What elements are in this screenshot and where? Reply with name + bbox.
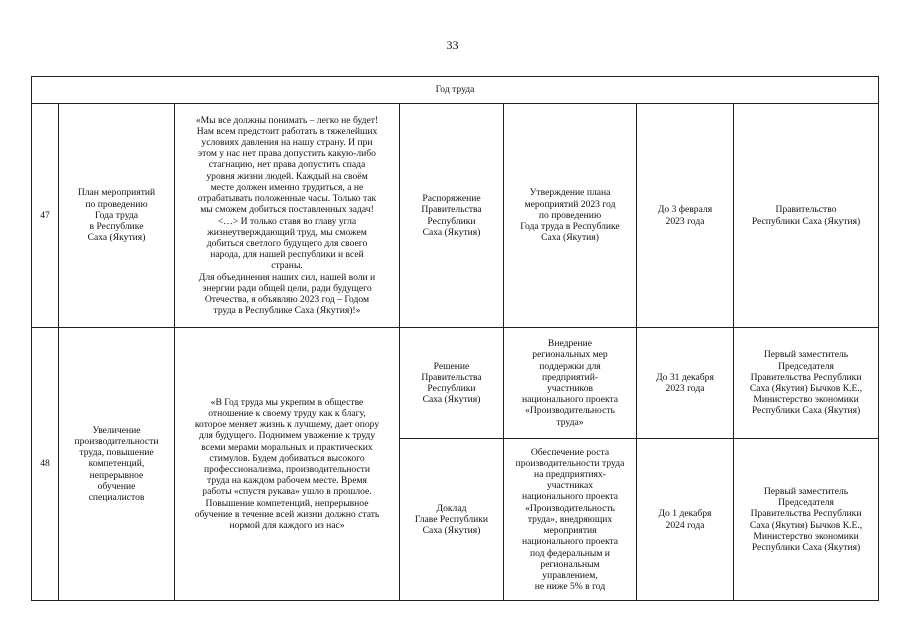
quote-cell: «Мы все должны понимать – легко не будет! Нам всем предстоит работать в тяжелейших условиях давления на нашу страну. И при этом у нас нет права допустить какую-либо стагнацию, нет права допустить спада уровня жизни людей. Каждый на своём месте должен именно трудиться, а не отрабатывать положенные часы. Только так мы сможем добиться поставленных задач! <…> И только ставя во главу угла жизнеутверждающий труд, мы сможем добиться светлого будущего для своего народа, для нашей республики и всей страны. Для объединения наших сил, нашей воли и энергии ради общей цели, ради будущего Отечества, я объявляю 2023 год – Годом труда в Республике Саха (Якутия)!» [175, 104, 400, 328]
table-row [32, 328, 879, 439]
table-row [32, 104, 879, 328]
event-cell: План мероприятий по проведению Года труда в Республике Саха (Якутия) [59, 104, 175, 328]
document-cell: Доклад Главе Республики Саха (Якутия) [400, 439, 504, 601]
document-cell: Распоряжение Правительства Республики Саха (Якутия) [400, 104, 504, 328]
section-header-row [32, 77, 879, 104]
deadline-cell: До 1 декабря 2024 года [637, 439, 734, 601]
result-cell: Внедрение региональных мер поддержки для предприятий- участников национального проекта «Производительность труда» [504, 328, 637, 439]
result-cell: Утверждение плана мероприятий 2023 год по проведению Года труда в Республике Саха (Якутия) [504, 104, 637, 328]
row-number: 47 [32, 104, 59, 328]
quote-cell: «В Год труда мы укрепим в обществе отношение к своему труду как к благу, которое меняет жизнь к лучшему, дает опору для будущего. Поднимем уважение к труду всеми мерами моральных и практических стимулов. Будем добиваться высокого профессионализма, производительности труда на каждом рабочем месте. Время работы «спустя рукава» ушло в прошлое. Повышение компетенций, непрерывное обучение в течение всей жизни должно стать нормой для каждого из нас» [175, 328, 400, 601]
event-cell: Увеличение производительности труда, повышение компетенций, непрерывное обучение специалистов [59, 328, 175, 601]
document-cell: Решение Правительства Республики Саха (Якутия) [400, 328, 504, 439]
result-cell: Обеспечение роста производительности труда на предприятиях- участниках национального проекта «Производительность труда», внедряющих мероприятия национального проекта под федеральным и региональным управлением, не ниже 5% в год [504, 439, 637, 601]
responsible-cell: Правительство Республики Саха (Якутия) [734, 104, 879, 328]
responsible-cell: Первый заместитель Председателя Правительства Республики Саха (Якутия) Бычков К.Е., Министерство экономики Республики Саха (Якутия) [734, 328, 879, 439]
responsible-cell: Первый заместитель Председателя Правительства Республики Саха (Якутия) Бычков К.Е., Министерство экономики Республики Саха (Якутия) [734, 439, 879, 601]
plan-table [31, 76, 879, 601]
page-number: 33 [446, 38, 459, 52]
deadline-cell: До 3 февраля 2023 года [637, 104, 734, 328]
row-number: 48 [32, 328, 59, 601]
section-title: Год труда [32, 77, 879, 104]
deadline-cell: До 31 декабря 2023 года [637, 328, 734, 439]
